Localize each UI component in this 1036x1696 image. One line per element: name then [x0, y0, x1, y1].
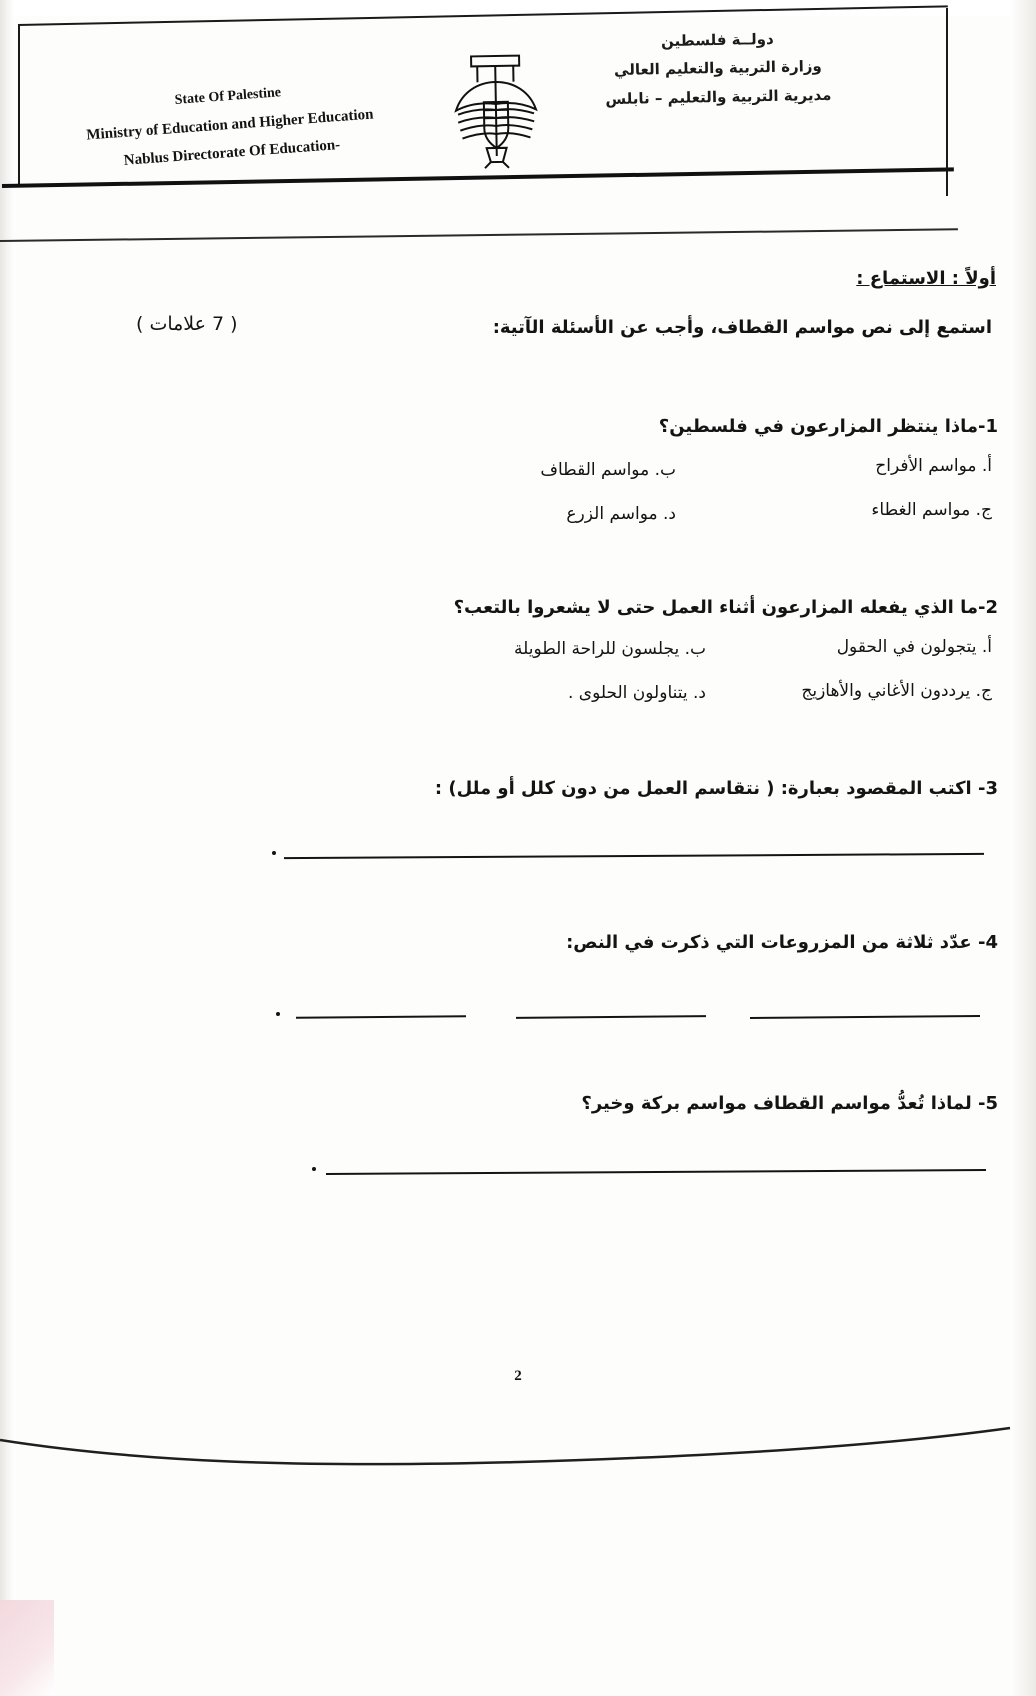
header-arabic-block	[527, 26, 909, 118]
document-header	[18, 8, 948, 234]
question-3-answer-line[interactable]	[86, 829, 1006, 873]
answer-rule	[326, 1169, 986, 1175]
exam-content	[86, 268, 1006, 1189]
scan-corner-artifact	[0, 1600, 54, 1696]
question-2-option-b[interactable]: ب. يجلسون للراحة الطويلة	[513, 638, 706, 659]
question-5-stem: 5- لماذا تُعدُّ مواسم القطاف مواسم بركة وخير؟	[581, 1093, 998, 1115]
question-2-stem: 2-ما الذي يفعله المزارعون أثناء العمل حتى لا يشعروا بالتعب؟	[453, 596, 998, 618]
question-4-stem: 4- عدّد ثلاثة من المزروعات التي ذكرت في النص:	[566, 932, 998, 954]
answer-blank-3	[296, 1015, 466, 1018]
header-separator-rule	[0, 228, 958, 242]
question-2-options	[86, 637, 1006, 719]
listening-instruction: استمع إلى نص مواسم القطاف، وأجب عن الأسئلة الآتية:	[492, 317, 992, 338]
question-1-option-c[interactable]: ج. مواسم الغطاء	[871, 499, 992, 520]
answer-blank-1	[750, 1015, 980, 1019]
question-1-option-b[interactable]: ب. مواسم القطاف	[540, 459, 676, 480]
header-left-rule	[18, 24, 20, 184]
answer-dot	[312, 1167, 316, 1171]
question-2	[86, 594, 1006, 719]
question-4-answer-blanks[interactable]	[86, 988, 1006, 1034]
page-number: 2	[514, 1368, 522, 1384]
question-1-options	[86, 456, 1006, 538]
answer-dot	[276, 1012, 280, 1016]
question-5-answer-line[interactable]	[86, 1145, 1006, 1189]
palestine-eagle-emblem-icon	[447, 51, 545, 171]
question-1-option-a[interactable]: أ. مواسم الأفراح	[875, 455, 992, 476]
question-2-option-a[interactable]: أ. يتجولون في الحقول	[836, 636, 992, 657]
answer-rule	[284, 853, 984, 859]
header-english-block	[37, 70, 422, 181]
header-english-line-2: Ministry of Education and Higher Education	[85, 106, 374, 144]
header-top-rule	[18, 5, 948, 26]
question-1-option-d[interactable]: د. مواسم الزرع	[566, 503, 676, 524]
section-title: أولاً : الاستماع :	[856, 268, 996, 289]
header-english-line-1: State Of Palestine	[174, 85, 282, 108]
header-arabic-line-2: وزارة التربية والتعليم العالي	[613, 57, 822, 80]
question-5	[86, 1090, 1006, 1189]
header-arabic-line-3: مديرية التربية والتعليم – نابلس	[605, 85, 832, 108]
instruction-row	[86, 313, 1006, 357]
answer-dot	[272, 851, 276, 855]
marks-value: ( 7 علامات )	[136, 313, 238, 335]
question-3	[86, 775, 1006, 874]
header-arabic-line-1: دولــة فلسطين	[660, 29, 774, 51]
scan-bottom-edge	[0, 1406, 1036, 1496]
question-4	[86, 929, 1006, 1034]
question-2-option-c[interactable]: ج. يرددون الأغاني والأهازيج	[801, 680, 992, 701]
header-english-line-3: Nablus Directorate Of Education-	[123, 137, 341, 169]
answer-blank-2	[516, 1015, 706, 1019]
question-2-option-d[interactable]: د. يتناولون الحلوى .	[567, 682, 706, 703]
question-3-stem: 3- اكتب المقصود بعبارة: ( نتقاسم العمل من دون كلل أو ملل) :	[434, 777, 998, 799]
question-1	[86, 413, 1006, 538]
question-1-stem: 1-ماذا ينتظر المزارعون في فلسطين؟	[658, 416, 998, 437]
